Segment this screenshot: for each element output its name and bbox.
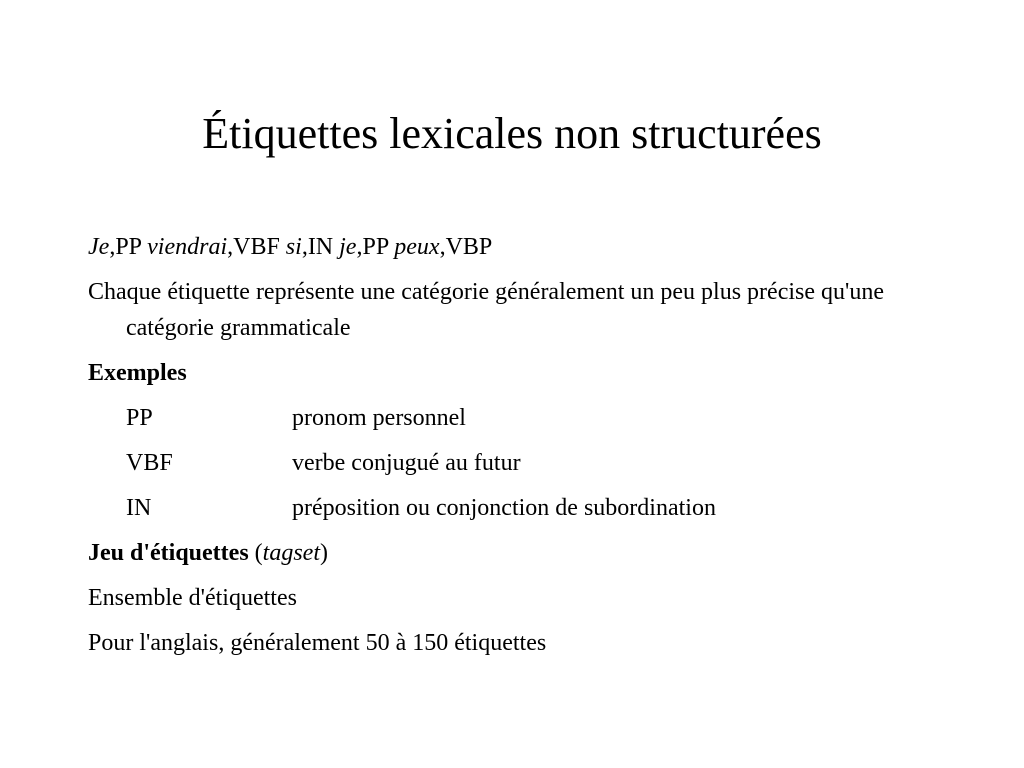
example-meaning: préposition ou conjonction de subordination	[292, 495, 716, 521]
example-meaning: verbe conjugué au futur	[292, 450, 521, 476]
example-row	[88, 400, 948, 436]
tagset-definition: Ensemble d'étiquettes	[88, 585, 297, 611]
word-tag: ,PP	[109, 234, 142, 260]
word: je	[339, 234, 357, 260]
word: viendrai	[147, 234, 228, 260]
word-tag: ,VBF	[227, 234, 280, 260]
example-tag: VBF	[126, 450, 173, 476]
tagged-sentence	[88, 229, 948, 265]
example-tag: IN	[126, 495, 152, 521]
example-tag: PP	[126, 405, 153, 431]
tagset-heading-text: Jeu d'étiquettes	[88, 540, 249, 566]
tagset-term: tagset	[262, 540, 320, 566]
tagset-heading	[88, 535, 948, 571]
tagset-close-paren: )	[319, 540, 328, 566]
example-meaning: pronom personnel	[292, 405, 466, 431]
example-row	[88, 445, 948, 481]
tagset-open-paren: (	[248, 540, 263, 566]
examples-heading	[88, 355, 948, 391]
tagset-english-note: Pour l'anglais, généralement 50 à 150 étiquettes	[88, 630, 547, 656]
examples-heading-text: Exemples	[88, 360, 187, 386]
word: peux	[394, 234, 440, 260]
example-row	[88, 490, 948, 526]
description-paragraph: Chaque étiquette représente une catégorie généralement un peu plus précise qu'une catégorie grammaticale	[88, 279, 884, 341]
word: si	[285, 234, 302, 260]
word-tag: ,VBP	[439, 234, 493, 260]
word-tag: ,IN	[301, 234, 334, 260]
word-tag: ,PP	[356, 234, 389, 260]
slide-title: Étiquettes lexicales non structurées	[202, 109, 822, 158]
word: Je	[88, 234, 110, 260]
slide-body	[88, 229, 948, 661]
